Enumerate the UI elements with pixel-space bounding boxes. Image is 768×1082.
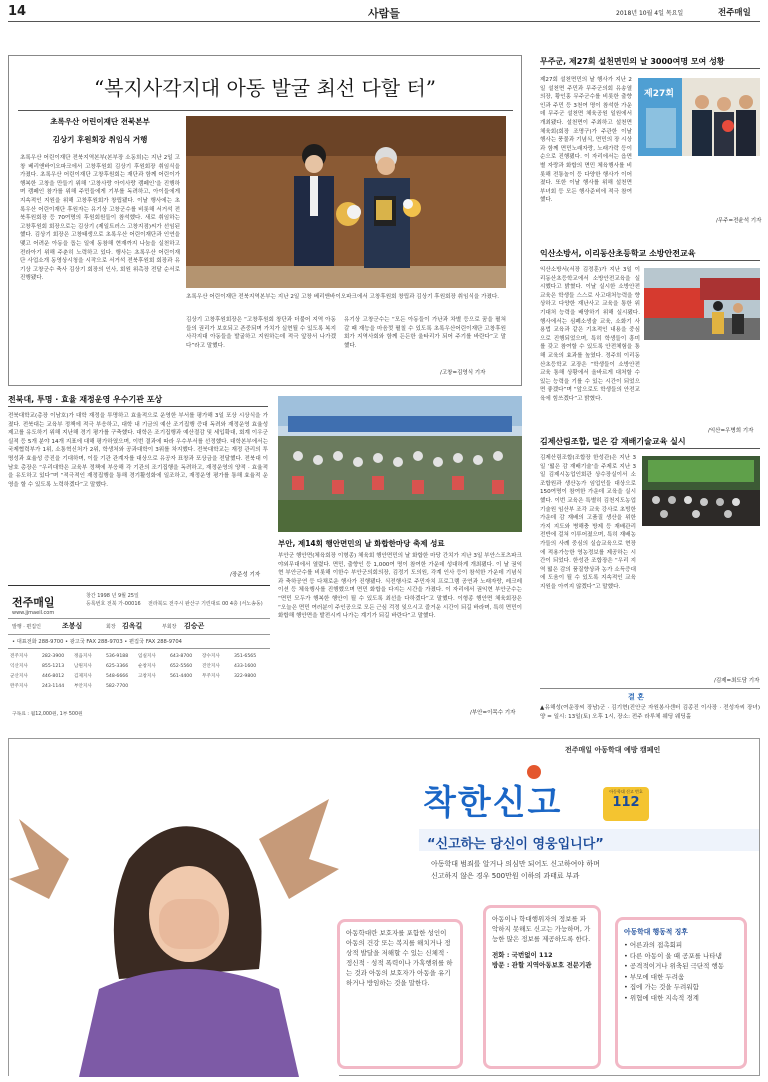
- ad-box-3: [615, 917, 747, 1069]
- mid2-body: 부안군 행안면(체육회장 이형종) 체육회 행안면민의 날 화합한 마당 간치가 지난 3일 부안스포츠파크 야외무대에서 열렸다. 면민, 출향인 등 1,000여 명이 참여한 가운데 성대하게 개최됐다. 이 날 권익현 부안군수를 비롯해 이한수 부안군의회의장, 김정기 도의원, 각계 인사 등이 참석한 가운데 기념식과 축하공연 등 다채로운 행사가 진행됐다. 식전행사로 주민자치 프로그램 공연과 노래자랑, 레크레이션 등 체육행사를 진행했으며 면민 화합을 다지는 시간을 가졌다. 이 자리에서 권익현 부안군수는 “면민 모두가 행복한 행안이 될 수 있도록 최선을 다하겠다”고 말했다. 이형종 행안면 체육회장은 “오늘은 면민 여러분이 주인공으로 모든 근심 걱정 잊으시고 즐거운 시간이 되길 바라며, 특히 면민이 화합해 행안면을 발전시켜 나가는 계기가 되길 바란다”고 말했다.: [278, 553, 522, 620]
- table-cell: 장수지사: [202, 654, 220, 659]
- divider: [540, 688, 760, 689]
- list-item: 어른과의 접촉회피: [629, 941, 683, 949]
- badge-number: 112: [612, 795, 640, 810]
- bureau-table: [10, 652, 270, 692]
- deputy-name: 김승곤: [184, 622, 205, 630]
- table-cell: 부안지사: [74, 684, 92, 689]
- ad-banner: [8, 738, 760, 1076]
- main-body-3: 유기상 고창군수는 “모든 아동들이 가난과 차별 등으로 꿈을 펼쳐 갈 때 재능을 마음껏 펼칠 수 있도록 초록우산어린이재단 고창후원회가 지역사회와 함께 든든한 울타리가 되어 주기를 바란다”고 말했다.: [344, 317, 506, 349]
- list-item: 위협에 대한 지속적 경계: [629, 993, 699, 1002]
- table-cell: 김제지사: [74, 674, 92, 679]
- tr3-photo: [642, 456, 760, 526]
- divider: [8, 406, 268, 407]
- ad-box-3-item: • 집에 가는 것을 두려워함: [624, 983, 699, 991]
- main-body: 초록우산 어린이재단 전북지역본부(본부장 소동희)는 지난 2일 고창 베리앤바이오파크에서 고창후원회 김상기 후원회장 취임식을 가졌다. 초록우산 어린이재단 고창후원회는 재단과 함께 어린이가 행복한 고창을 만들기 위해 ‘고창사랑 아이사랑 캠페인’을 진행하며 캠페인 참가를 위해 주민들에게 기부를 독려하고, 아이들에게 지속적인 지원을 위해 고창후원회가 창립됐다. 이날 행사에는 초록우산 어린이재단 후원자는 유기상 고창군수를 비롯해 서거석 전북후원회장 등 70여명의 후원회원들이 참석했다. 새로 취임하는 고창후원회 회장으로는 김상기 (제일트러스 고창지점)씨가 선임된 했다. 김상기 회장은 고창태생으로 초록우산 어린이재단과 인연을 맺고 어려운 아동을 돕는 일에 동참해 현재까지 나눔을 실천하고 전라아기 위해 주춘히 노력하고 있다. 행사는 초록우산 어린이재단 사업소개 동영상시청을 시작으로 서거석 전북후원회 회장과 유기상 고창군수 축사 김상기 회장의 인사, 회원 위촉장 전달 순서로 진행됐다.: [20, 155, 180, 282]
- alarm-icon: [527, 765, 541, 779]
- divider: [8, 634, 270, 635]
- publisher-label: 발행 · 편집인: [12, 624, 41, 630]
- ad-title: 착한신고: [423, 783, 563, 823]
- table-cell: 남원지사: [74, 664, 92, 669]
- ad-box-1-text: 아동학대란 보호자를 포함한 성인이 아동의 건강 또는 복지를 해치거나 정상적 발달을 저해할 수 있는 신체적 · 정신적 · 성적 폭력이나 가혹행위를 하는 것과 아동의 보호자가 아동을 유기하거나 방임하는 것을 말한다.: [346, 929, 453, 987]
- tr1-photo: [638, 78, 760, 156]
- divider: [540, 68, 760, 69]
- divider: [540, 448, 760, 449]
- main-photo: [186, 116, 506, 288]
- table-cell: 625-3366: [106, 664, 129, 669]
- masthead-url: www.jjmaeil.com: [12, 610, 55, 616]
- table-cell: 446-8012: [42, 674, 65, 679]
- section-title: 사람들: [368, 7, 400, 20]
- editor-name: 김옥길: [122, 622, 143, 630]
- tr3-headline: 김제산림조합, 멀은 감 재배기술교육 실시: [540, 437, 686, 446]
- ad-box-3-title: 아동학대 행동적 징후: [624, 928, 688, 936]
- table-cell: 652-5560: [170, 664, 193, 669]
- masthead-founded: 창간 1998 년 9월 25일: [86, 593, 139, 599]
- tr3-byline: /김제=최도담 기자: [714, 678, 760, 684]
- tr1-body-a: 제27회 설천면민의 날 행사가 지난 2일 설천면 주민과 무주군의회 유송열 의장, 황인홍 무주군수를 비롯한 출향인과 주민 등 3천여 명이 참석한 가운데 무주군 설천면 체육공원 일원에서 개최됐다. 설천면이 주최하고 설천면체육회(회장 조명구)가 주관한 이날 행사는 풍물과 기념식, 면민의 장 시상과 함께 면민노래자랑, 노래가락 등이 순으로 진행됐다. 이 자리에서는 읍면별 자랑과 화합의 면민 체육행사를 비롯해 전통놀이 등 다양한 행사가 이어졌다. 또한 이날 행사를 위해 설천면 부녀회 등 모든 행사준비에 적극 참여 했다.: [540, 77, 632, 204]
- left2-byline: /장준성 기자: [230, 572, 261, 578]
- table-cell: 임실지사: [138, 654, 156, 659]
- ad-box-3-item: • 공격적이거나 위축된 극단적 행동: [624, 962, 725, 970]
- table-cell: 완주지사: [10, 684, 28, 689]
- table-cell: 고창지사: [138, 674, 156, 679]
- badge-112: [603, 787, 649, 821]
- mid2-photo: [278, 396, 522, 532]
- table-cell: 582-7700: [106, 684, 129, 689]
- divider: [18, 110, 513, 111]
- table-cell: 322-9800: [234, 674, 257, 679]
- ad-box-3-item: • 어른과의 접촉회피: [624, 941, 683, 949]
- ad-campaign: 전주매일 아동학대 예방 캠페인: [565, 746, 661, 754]
- divider: [8, 618, 270, 619]
- masthead-footer: 구독료 : 월12,000원, 1부 500원: [12, 712, 83, 717]
- main-body-2: 김상기 고창후원회장은 “고창후원회 창단과 더불어 지역 아동들의 권리가 보호되고 존중되며 가치가 실현될 수 있도록 복지사각지대 아동들을 발굴하고 지원하는데 적극 앞장서 나가겠다”라고 말했다.: [186, 317, 336, 349]
- list-item: 다른 아동이 울 때 공포를 나타냄: [629, 951, 722, 960]
- tr1-byline: /무주=전윤석 기자: [716, 218, 762, 224]
- tr3-body: 김제산림조합(조합장 한성관)은 지난 3일 ‘떫은 감 재배기술’을 주제로 지난 3일 김제시농업인회관 상수장실이서 소조합원과 생산농가 임업인들 대상으로 150여명이 참여한 가운데 교육을 실시했다. 이번 교육은 특별히 김천지도농업기술원 임산부 조각 교육 강사로 초빙한 가운데 감 재배의 고품질 생산을 위한 가지 지도와 병해충 방제 등 재배관리 전반에 걸쳐 이루어졌으며, 특히 재배농가들의 사례 중심의 실습교육으로 현장에 적용가능한 영농정보를 제공하는 시간이 되었다. 한성관 조합장은 “우리 지역 떫은 감의 품질향상과 농가 소득증대에 도움이 될 수 있도록 지속적인 교육 지원을 아끼지 않겠다”고 말했다.: [540, 455, 636, 590]
- table-cell: 무주지사: [202, 674, 220, 679]
- divider: [540, 260, 760, 261]
- table-cell: 351-6565: [234, 654, 257, 659]
- list-item: 부모에 대한 두려움: [629, 972, 685, 981]
- publisher-name: 조봉심: [62, 622, 83, 630]
- ad-desc-2: 신고하지 않은 경우 500만원 이하의 과태료 부과: [431, 872, 580, 880]
- masthead-reg: 등록번호 전북 가-00016: [86, 601, 141, 607]
- table-cell: 진안지사: [202, 664, 220, 669]
- page-number: 14: [8, 4, 27, 19]
- divider: [8, 648, 270, 649]
- ad-box-3-item: • 위협에 대한 지속적 경계: [624, 993, 699, 1002]
- deputy-label: 부회장: [162, 624, 177, 630]
- table-cell: 536-9188: [106, 654, 129, 659]
- tr2-headline: 익산소방서, 이리동산초등학교 소방안전교육: [540, 249, 696, 258]
- table-cell: 정읍지사: [74, 654, 92, 659]
- header-brand: 전주매일: [718, 8, 751, 18]
- tr1-headline: 무주군, 제27회 설천면민의 날 3000여명 모여 성황: [540, 57, 725, 66]
- table-cell: 561-4400: [170, 674, 193, 679]
- main-subhead-2: 김상기 후원회장 취임식 거행: [52, 135, 148, 144]
- issue-date: 2018년 10월 4일 목요일: [616, 10, 684, 17]
- table-cell: 243-1144: [42, 684, 65, 689]
- table-row: [10, 682, 270, 692]
- table-cell: 익산지사: [10, 664, 28, 669]
- ad-box-2-visit: 방문 : 관할 지역아동보호 전문기관: [492, 961, 592, 969]
- tr2-photo: [644, 268, 760, 340]
- left2-body: 전북대학교(총장 이남호)가 대학 재정을 투명하고 효율적으로 운영한 부서를 평가해 3일 포상 시상식을 가졌다. 전북대는 교육부 정책에 적극 부응하고, 대학 내 기금의 예산 조기집행 증대 독려와 재정운영 효율성 제고를 유도하기 위해 지난해 경기 평가를 구축했다. 대학은 조기집행과 예산절감 및 세입확대, 회계 이우군 실적 등 5개 분야 14개 지표에 대해 평가하였으며, 이번 결과에 따라 우수부서를 선정했다. 대학본부에서는 국제협력부가 1위, 소통혁신처가 2위, 학생처와 공과대학이 3위를 차지했다. 전북대학교는 재정 관리의 투명성과 효율성 증진을 기대하며, 이들 기관 관계자를 대상으로 유공자 표창과 포상금을 전달했다. 전북대 이남호 총장은 “우리대학은 교육부 정책에 부응해 각 기관의 조기집행을 독려하고, 재정운영의 양적 · 효율적을 유도하고 있다”며 “적극적인 재정집행을 통해 경기활성화에 일조하고, 재정운영 평가를 통해 효율적 운영을 할 수 있도록 노력하겠다”고 말했다.: [8, 413, 268, 488]
- table-row: [10, 652, 270, 662]
- left2-headline: 전북대, 투명 · 효율 재정운영 우수기관 포상: [8, 395, 163, 404]
- table-cell: 282-3900: [42, 654, 65, 659]
- ad-box-2-phone: 전화 : 국번없이 112: [492, 951, 553, 959]
- table-cell: 433-1600: [234, 664, 257, 669]
- ad-box-3-item: • 다른 아동이 울 때 공포를 나타냄: [624, 951, 722, 960]
- main-caption: 초록우산 어린이재단 전북지역본부는 지난 2일 고창 베리앤바이오파크에서 고창후원회 창립과 김상기 후원회장 취임식을 가졌다.: [186, 294, 500, 300]
- editor-label: 회장: [106, 624, 116, 630]
- mid2-byline: /부안=이목수 기자: [470, 710, 516, 716]
- masthead: [8, 585, 270, 719]
- table-cell: 군산지사: [10, 674, 28, 679]
- main-subhead-1: 초록우산 어린이재단 전북본부: [50, 117, 150, 126]
- page-header: [8, 4, 760, 20]
- list-item: 공격적이거나 위축된 극단적 행동: [629, 962, 725, 970]
- table-row: [10, 662, 270, 672]
- tr2-byline: /익산=우병희 기자: [708, 428, 754, 434]
- header-rule: [8, 21, 760, 22]
- table-cell: 643-8700: [170, 654, 193, 659]
- table-cell: 전주지사: [10, 654, 28, 659]
- ad-box-2: [483, 905, 601, 1069]
- ad-box-1: [337, 919, 463, 1069]
- main-byline: /고창=김영식 기자: [440, 370, 486, 376]
- ad-slogan: “신고하는 당신이 영웅입니다”: [427, 837, 604, 852]
- svg-text:제27회: 제27회: [644, 89, 674, 99]
- notice-tag: 결 혼: [628, 693, 644, 701]
- ad-box-2-text: 아동이나 학대행위자의 정보를 파악하지 못해도 신고는 가능하며, 가능한 많은 정보를 제공하도록 한다.: [492, 915, 591, 943]
- table-cell: 순창지사: [138, 664, 156, 669]
- masthead-logo: 전주매일: [12, 596, 55, 609]
- table-cell: 855-1213: [42, 664, 65, 669]
- main-headline: “복지사각지대 아동 발굴 최선 다할 터”: [93, 76, 437, 100]
- masthead-contacts: • 대표전화 288-9700 • 광고국 FAX 288-9703 • 편집국 FAX 288-9704: [12, 639, 182, 645]
- ad-photo: [9, 739, 339, 1077]
- tr2-body: 익산소방서(서장 김정훈)가 지난 3일 이리동산초등학교에서 소방안전교육을 실시했다고 밝혔다. 이날 실시한 소방안전교육은 학생들 스스로 사고대처능력을 향상하고 다양한 재난사고 교육을 통한 위기대처 능력을 배양하기 위해 실시됐다. 행사에서는 심폐소생술 교육, 소화기 사용법 교육과 같은 기초적인 내용을 중심으로 진행되었으며, 특히 학생들이 흥미를 갖고 참여할 수 있도록 안전체험을 통해 교육의 효과를 높였다. 정주희 이리동산초등학교 교장은 “학생들이 소방안전교육 통해 상황에서 올바르게 대처할 수 있는 능력을 기를 수 있는 시간이 되었으면 좋겠다”며 “앞으로도 학생들의 안전교육에 힘쓰겠다”고 밝혔다.: [540, 267, 640, 402]
- list-item: 집에 가는 것을 두려워함: [629, 983, 699, 991]
- notice-text: ▲유해성(여운장씨 장남)군 · 김기현(진안군 자원봉사센터 김종진 이사장 · 전성자씨 장녀)양 = 일시: 13일(토) 오후 1시, 장소: 전주 라루체 웨딩 웨딩홀: [540, 705, 760, 720]
- table-cell: 548-6666: [106, 674, 129, 679]
- mid2-headline: 부안, 제14회 행안면민의 날 화합한마당 축제 성료: [278, 539, 445, 548]
- ad-box-3-item: • 부모에 대한 두려움: [624, 972, 685, 981]
- table-row: [10, 672, 270, 682]
- masthead-address: 전라북도 전주시 완산구 기린대로 00 4층 (서노송동): [148, 601, 263, 607]
- ad-desc-1: 아동학대 범죄를 알거나 의심만 되어도 신고하여야 하며: [431, 860, 600, 868]
- badge-caption: 아동학대 신고 번호: [609, 789, 643, 794]
